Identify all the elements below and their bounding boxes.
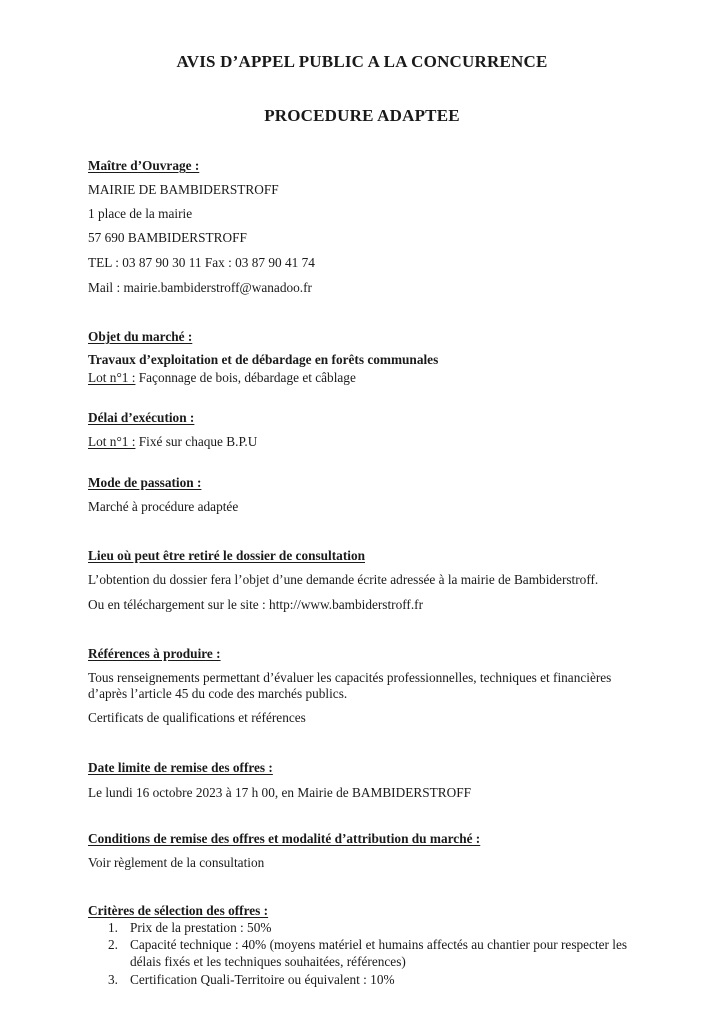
mode-text: Marché à procédure adaptée [88,499,239,514]
page-title: AVIS D’APPEL PUBLIC A LA CONCURRENCE [176,52,548,71]
conditions-text: Voir règlement de la consultation [88,855,265,870]
delai-lot-text: Fixé sur chaque B.P.U [135,434,258,449]
maitre-ouvrage-name: MAIRIE DE BAMBIDERSTROFF [88,182,279,197]
section-heading-criteres: Critères de sélection des offres : [88,903,269,918]
criteres-item-number: 3. [108,972,118,987]
page-subtitle: PROCEDURE ADAPTEE [264,106,460,125]
section-heading-lieu: Lieu où peut être retiré le dossier de consultation [88,548,365,563]
criteres-item-number: 2. [108,937,118,952]
criteres-item-3: Certification Quali-Territoire ou équivalent : 10% [130,972,395,987]
delai-lot-label: Lot n°1 : [88,434,136,449]
references-line-3: Certificats de qualifications et références [88,710,306,725]
criteres-item-number: 1. [108,920,118,935]
criteres-item-1: Prix de la prestation : 50% [130,920,272,935]
delai-lot [88,434,257,450]
section-heading-references: Références à produire : [88,646,221,661]
section-heading-conditions: Conditions de remise des offres et modalité d’attribution du marché : [88,831,481,846]
lieu-line-1: L’obtention du dossier fera l’objet d’une demande écrite adressée à la mairie de Bambiderstroff. [88,572,599,587]
criteres-item-2: Capacité technique : 40% (moyens matériel et humains affectés au chantier pour respecter les [130,937,628,952]
section-heading-maitre-ouvrage: Maître d’Ouvrage : [88,158,200,173]
references-line-1: Tous renseignements permettant d’évaluer les capacités professionnelles, techniques et financières [88,670,612,685]
maitre-ouvrage-mail: Mail : mairie.bambiderstroff@wanadoo.fr [88,280,312,295]
date-limite-text: Le lundi 16 octobre 2023 à 17 h 00, en Mairie de BAMBIDERSTROFF [88,785,471,800]
references-line-2: d’après l’article 45 du code des marchés publics. [88,686,348,701]
criteres-item-2-continued: délais fixés et les techniques souhaitées, références) [130,954,406,969]
lieu-line-2: Ou en téléchargement sur le site : http://www.bambiderstroff.fr [88,597,424,612]
maitre-ouvrage-address-2: 57 690 BAMBIDERSTROFF [88,230,247,245]
objet-lot-text: Façonnage de bois, débardage et câblage [135,370,356,385]
section-heading-delai: Délai d’exécution : [88,410,195,425]
objet-lot-label: Lot n°1 : [88,370,136,385]
maitre-ouvrage-phone: TEL : 03 87 90 30 11 Fax : 03 87 90 41 74 [88,255,315,270]
section-heading-objet: Objet du marché : [88,329,193,344]
section-heading-mode: Mode de passation : [88,475,202,490]
objet-lot [88,370,356,386]
objet-title: Travaux d’exploitation et de débardage en forêts communales [88,352,439,367]
maitre-ouvrage-address-1: 1 place de la mairie [88,206,193,221]
section-heading-date-limite: Date limite de remise des offres : [88,760,273,775]
